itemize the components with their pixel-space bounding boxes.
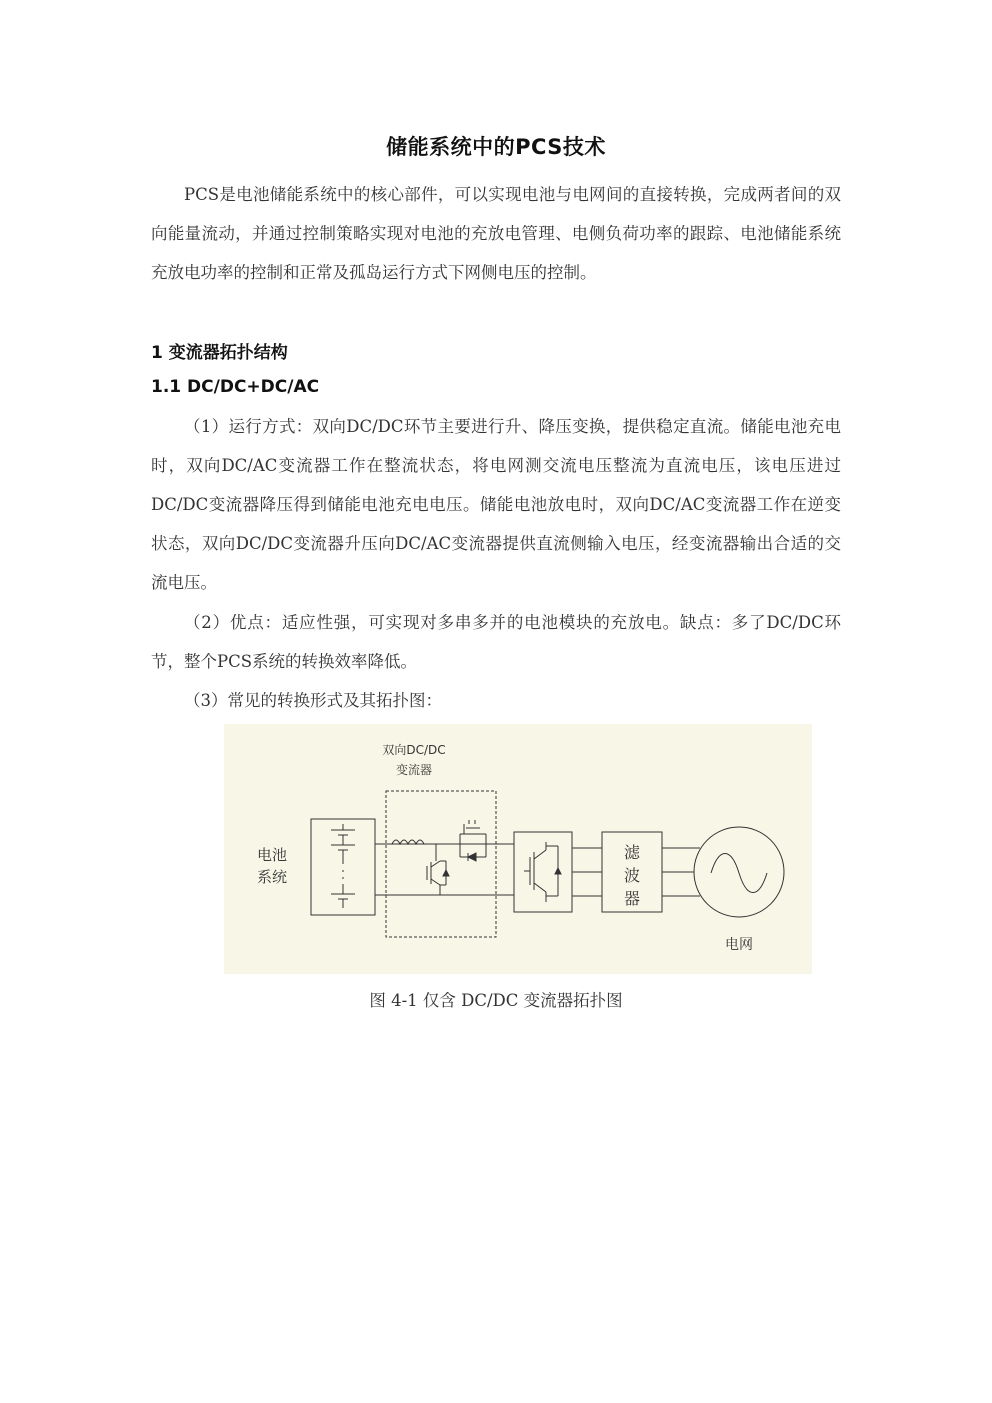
pros-cons-paragraph: （2）优点：适应性强，可实现对多串多并的电池模块的充放电。缺点：多了DC/DC环节，整个PCS系统的转换效率降低。 (151, 613, 841, 671)
battery-cells-icon (331, 824, 355, 908)
sine-wave-icon (711, 854, 767, 893)
dcac-inverter-box (514, 832, 572, 912)
intro-paragraph: PCS是电池储能系统中的核心部件，可以实现电池与电网间的直接转换，完成两者间的双向能量流动，并通过控制策略实现对电池的充放电管理、电侧负荷功率的跟踪、电池储能系统充放电功率的控制和正常及孤岛运行方式下网侧电压的控制。 (151, 185, 841, 282)
battery-label-line2: 系统 (256, 868, 288, 886)
inductor-icon (392, 840, 424, 844)
dcdc-label-line1: 双向DC/DC (382, 743, 446, 757)
igbt-low-icon (424, 844, 449, 895)
section-heading-1: 1 变流器拓扑结构 (151, 343, 288, 363)
figure-caption: 图 4-1 仅含 DC/DC 变流器拓扑图 (369, 991, 623, 1010)
topology-diagram (224, 724, 812, 974)
forms-paragraph: （3）常见的转换形式及其拓扑图： (184, 691, 442, 710)
filter-label-1: 滤 (623, 843, 641, 862)
page-title: 储能系统中的PCS技术 (386, 135, 606, 159)
filter-label-3: 器 (623, 889, 641, 908)
dcdc-converter-box (386, 791, 496, 937)
section-heading-1-1: 1.1 DC/DC+DC/AC (151, 377, 320, 397)
battery-label-line1: 电池 (256, 846, 288, 864)
grid-label: 电网 (725, 937, 753, 953)
filter-label-2: 波 (623, 866, 641, 885)
operation-mode-paragraph: （1）运行方式：双向DC/DC环节主要进行升、降压变换，提供稳定直流。储能电池充电时，双向DC/AC变流器工作在整流状态，将电网测交流电压整流为直流电压，该电压进过DC/DC变流器降压得到储能电池充电电压。储能电池放电时，双向DC/AC变流器工作在逆变状态，双向DC/DC变流器升压向DC/AC变流器提供直流侧输入电压，经变流器输出合适的交流电压。 (151, 417, 841, 592)
dcdc-label-line2: 变流器 (395, 763, 433, 777)
inverter-switch-icon (524, 842, 561, 902)
igbt-high-icon (436, 820, 486, 861)
topology-svg (224, 724, 812, 974)
